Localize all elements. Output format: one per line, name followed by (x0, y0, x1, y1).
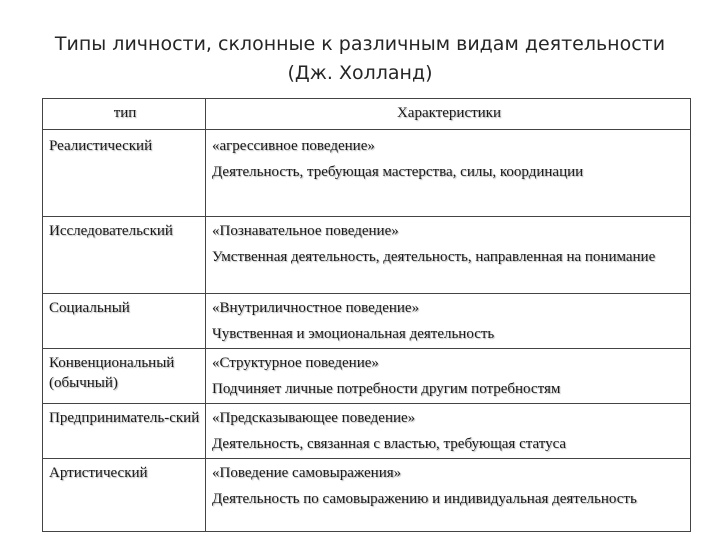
activity-text: Деятельность, связанная с властью, требующая статуса (212, 436, 567, 452)
behavior-text: «Внутриличностное поведение» (212, 300, 420, 316)
behavior-text: «агрессивное поведение» (212, 138, 375, 154)
behavior-text: «Познавательное поведение» (212, 223, 399, 239)
table-row (43, 459, 691, 532)
behavior-text: «Поведение самовыражения» (212, 465, 402, 481)
header-type: тип (43, 99, 206, 130)
activity-text: Деятельность, требующая мастерства, силы, координации (212, 164, 584, 180)
characteristics-cell (206, 217, 691, 294)
type-cell: Реалистический (43, 130, 206, 217)
table-row (43, 217, 691, 294)
type-cell: Конвенциональный (обычный) (43, 349, 206, 404)
table-row (43, 349, 691, 404)
header-characteristics: Характеристики (206, 99, 691, 130)
type-cell: Исследовательский (43, 217, 206, 294)
table-row (43, 130, 691, 217)
slide-title: Типы личности, склонные к различным видам деятельности (Дж. Холланд) (54, 33, 666, 84)
table-row (43, 294, 691, 349)
holland-types-table (42, 98, 691, 532)
characteristics-cell (206, 404, 691, 459)
type-cell: Артистический (43, 459, 206, 532)
table-row (43, 404, 691, 459)
behavior-text: «Структурное поведение» (212, 355, 379, 371)
activity-text: Подчиняет личные потребности другим потребностям (212, 381, 561, 397)
characteristics-cell (206, 349, 691, 404)
characteristics-cell (206, 130, 691, 217)
behavior-text: «Предсказывающее поведение» (212, 410, 416, 426)
type-cell: Социальный (43, 294, 206, 349)
activity-text: Чувственная и эмоциональная деятельность (212, 326, 495, 342)
characteristics-cell (206, 459, 691, 532)
activity-text: Умственная деятельность, деятельность, направленная на понимание (212, 249, 656, 265)
type-cell: Предприниматель-ский (43, 404, 206, 459)
table-header-row (43, 99, 691, 130)
activity-text: Деятельность по самовыражению и индивидуальная деятельность (212, 491, 637, 507)
characteristics-cell (206, 294, 691, 349)
